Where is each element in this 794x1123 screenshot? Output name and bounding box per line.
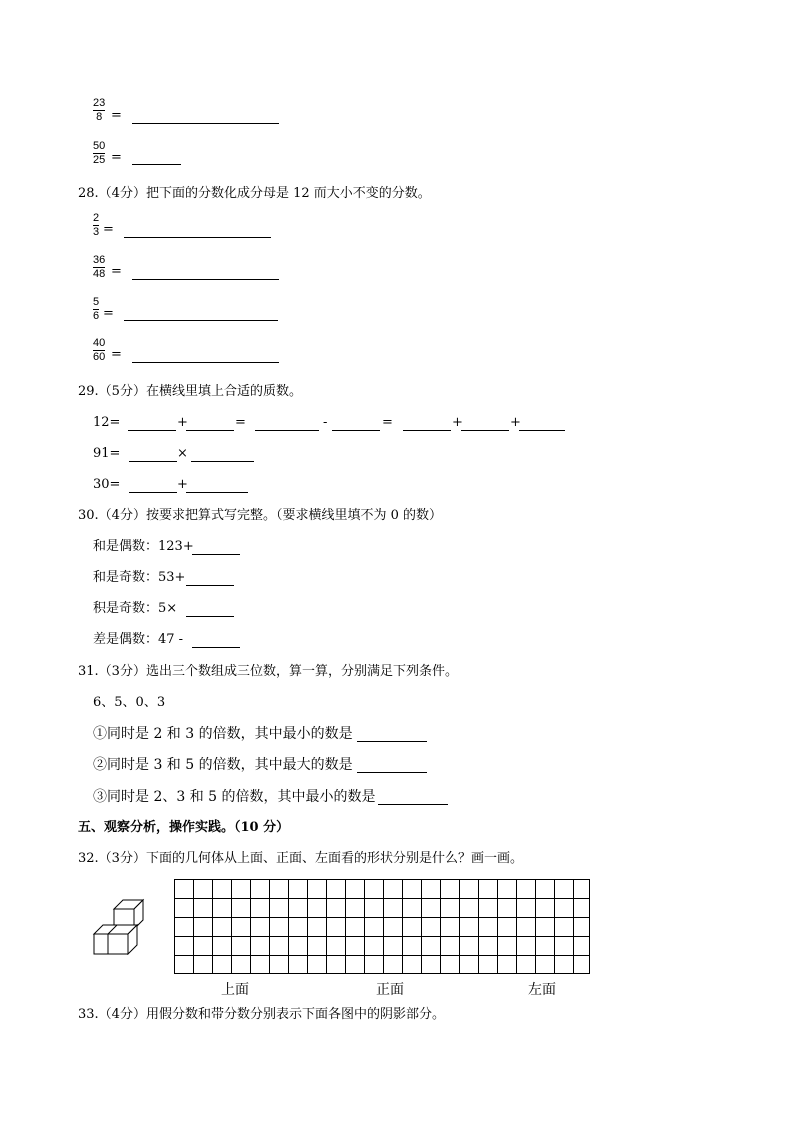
answer-blank[interactable] bbox=[357, 772, 427, 773]
section-heading: 五、观察分析，操作实践。（10 分） bbox=[78, 820, 290, 835]
equals-sign: = bbox=[235, 415, 246, 430]
equation-start: 91= bbox=[93, 446, 121, 461]
answer-blank[interactable] bbox=[129, 492, 177, 493]
expression-item: 和是偶数：123+ bbox=[93, 539, 194, 554]
answer-blank[interactable] bbox=[255, 430, 319, 431]
question-30-title: 30.（4分）按要求把算式写完整。（要求横线里填不为 0 的数） bbox=[78, 508, 442, 523]
answer-blank[interactable] bbox=[192, 554, 240, 555]
question-31-title: 31.（3分）选出三个数组成三位数，算一算，分别满足下列条件。 bbox=[78, 664, 458, 679]
answer-blank[interactable] bbox=[461, 430, 509, 431]
plus-sign: + bbox=[177, 477, 188, 492]
answer-blank[interactable] bbox=[129, 461, 177, 462]
grid-label-top: 上面 bbox=[221, 982, 249, 998]
question-32-title: 32.（3分）下面的几何体从上面、正面、左面看的形状分别是什么？画一画。 bbox=[78, 851, 523, 866]
fraction-50-25: 50 25 bbox=[93, 140, 106, 166]
equals-sign: = bbox=[111, 108, 122, 123]
expression-item: 积是奇数：5× bbox=[93, 601, 178, 616]
fraction-5-6: 5 6 bbox=[93, 296, 100, 322]
question-29-title: 29.（5分）在横线里填上合适的质数。 bbox=[78, 384, 302, 399]
answer-blank[interactable] bbox=[519, 430, 565, 431]
answer-blank[interactable] bbox=[124, 237, 271, 238]
plus-sign: + bbox=[510, 415, 521, 430]
equals-sign: = bbox=[111, 150, 122, 165]
question-33-title: 33.（4分）用假分数和带分数分别表示下面各图中的阴影部分。 bbox=[78, 1007, 445, 1022]
expression-item: 和是奇数：53+ bbox=[93, 570, 186, 585]
equals-sign: = bbox=[111, 264, 122, 279]
answer-blank[interactable] bbox=[403, 430, 451, 431]
answer-blank[interactable] bbox=[186, 585, 234, 586]
answer-blank[interactable] bbox=[186, 430, 234, 431]
answer-blank[interactable] bbox=[186, 616, 234, 617]
equals-sign: = bbox=[111, 347, 122, 362]
times-sign: × bbox=[177, 446, 188, 461]
expression-item: 差是偶数：47 - bbox=[93, 632, 184, 647]
answer-blank[interactable] bbox=[332, 430, 380, 431]
fraction-2-3: 2 3 bbox=[93, 212, 100, 238]
equals-sign: = bbox=[103, 306, 114, 321]
grid-label-left: 左面 bbox=[528, 982, 556, 998]
digit-list: 6、5、0、3 bbox=[93, 695, 166, 710]
equals-sign: = bbox=[382, 415, 393, 430]
answer-blank[interactable] bbox=[132, 164, 181, 165]
cube-stack-figure bbox=[92, 897, 146, 955]
drawing-grid[interactable] bbox=[174, 879, 590, 974]
fraction-36-48: 36 48 bbox=[93, 254, 106, 280]
equation-start: 30= bbox=[93, 477, 121, 492]
minus-sign: - bbox=[323, 415, 328, 430]
answer-blank[interactable] bbox=[186, 492, 248, 493]
plus-sign: + bbox=[452, 415, 463, 430]
equation-start: 12= bbox=[93, 415, 121, 430]
answer-blank[interactable] bbox=[357, 741, 427, 742]
answer-blank[interactable] bbox=[378, 804, 448, 805]
fraction-40-60: 40 60 bbox=[93, 337, 106, 363]
answer-blank[interactable] bbox=[192, 647, 240, 648]
answer-blank[interactable] bbox=[132, 123, 279, 124]
question-28-title: 28.（4分）把下面的分数化成分母是 12 而大小不变的分数。 bbox=[78, 186, 431, 201]
answer-blank[interactable] bbox=[191, 461, 254, 462]
answer-blank[interactable] bbox=[132, 279, 279, 280]
answer-blank[interactable] bbox=[132, 362, 279, 363]
equals-sign: = bbox=[103, 222, 114, 237]
grid-label-front: 正面 bbox=[376, 982, 404, 998]
plus-sign: + bbox=[177, 415, 188, 430]
fraction-23-8: 23 8 bbox=[93, 97, 106, 123]
condition-item: ①同时是 2 和 3 的倍数，其中最小的数是 bbox=[93, 726, 353, 742]
condition-item: ②同时是 3 和 5 的倍数，其中最大的数是 bbox=[93, 757, 353, 773]
answer-blank[interactable] bbox=[124, 320, 278, 321]
answer-blank[interactable] bbox=[128, 430, 176, 431]
condition-item: ③同时是 2、3 和 5 的倍数，其中最小的数是 bbox=[93, 789, 376, 805]
